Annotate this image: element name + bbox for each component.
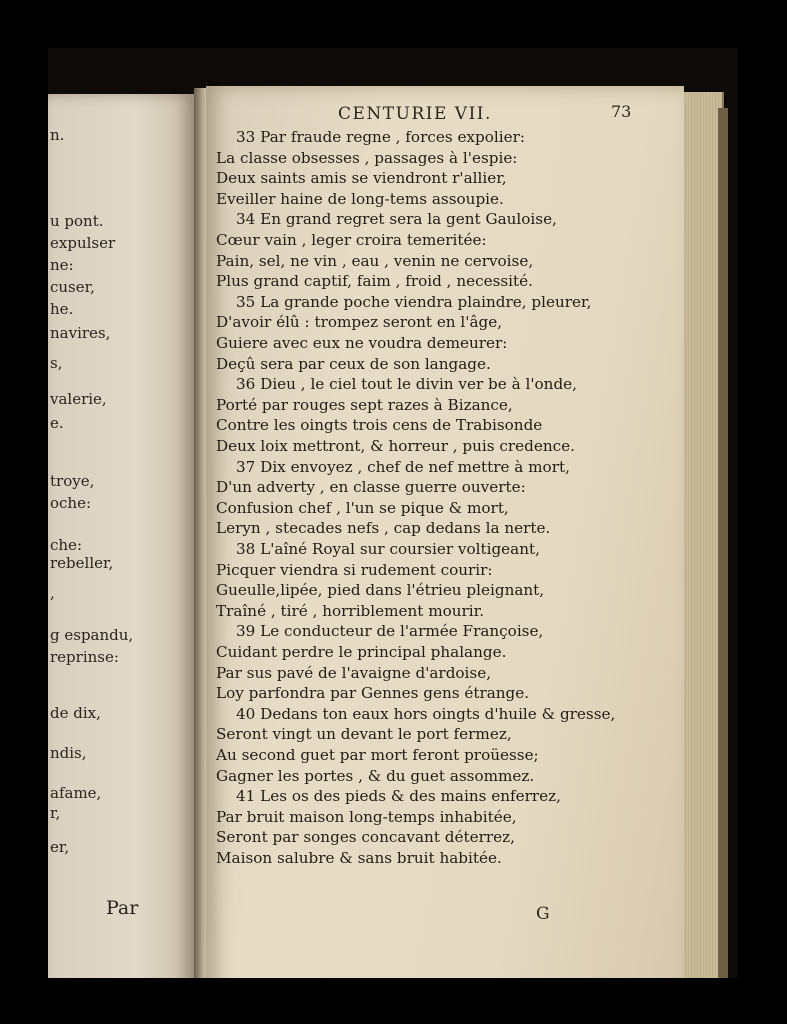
left-fragment: ne:	[50, 256, 74, 274]
left-fragment: de dix,	[50, 704, 101, 722]
verse-line: Traîné , tiré , horriblement mourir.	[216, 601, 485, 620]
quatrain-first-line: 41 Les os des pieds & des mains enferrez,	[236, 787, 561, 806]
verse-line: Au second guet par mort feront proüesse;	[216, 746, 539, 764]
left-fragment: r,	[50, 804, 61, 822]
verse-line: Maison salubre & sans bruit habitée.	[216, 849, 502, 867]
verse-line: Leryn , stecades nefs , cap dedans la nerte.	[216, 519, 551, 538]
quatrain-first-line: 36 Dieu , le ciel tout le divin ver be à l'onde,	[236, 375, 577, 394]
quatrain-first-line: 35 La grande poche viendra plaindre, pleurer,	[236, 292, 592, 311]
left-fragment: rebeller,	[50, 554, 114, 572]
verse-line: Deux loix mettront, & horreur , puis credence.	[216, 437, 575, 455]
left-fragment: n.	[50, 126, 65, 144]
right-page	[206, 86, 684, 978]
left-fragment: navires,	[50, 324, 111, 342]
verse-line: Guiere avec eux ne voudra demeurer:	[216, 334, 508, 352]
quatrain-first-line: 39 Le conducteur de l'armée Françoise,	[236, 622, 544, 641]
quatrain-first-line: 40 Dedans ton eaux hors oingts d'huile & gresse,	[236, 704, 616, 723]
page-header: CENTURIE VII.	[338, 104, 492, 124]
left-fragment: troye,	[50, 472, 95, 490]
verse-line: Deux saints amis se viendront r'allier,	[216, 169, 507, 188]
verse-line: La classe obsesses , passages à l'espie:	[216, 148, 518, 167]
verse-line: Porté par rouges sept razes à Bizance,	[216, 395, 513, 414]
verse-line: Plus grand captif, faim , froid , necessité.	[216, 272, 533, 291]
verse-line: Par bruit maison long-temps inhabitée,	[216, 807, 517, 826]
left-fragment: oche:	[50, 494, 92, 512]
left-fragment: er,	[50, 838, 70, 856]
page-number: 73	[611, 102, 632, 121]
verse-line: Pain, sel, ne vin , eau , venin ne cervoise,	[216, 251, 534, 270]
verse-line: Deçû sera par ceux de son langage.	[216, 354, 491, 373]
left-fragment: he.	[50, 300, 74, 318]
left-fragment: cuser,	[50, 278, 95, 296]
left-fragment: valerie,	[50, 390, 107, 408]
book-scan	[48, 48, 738, 978]
verse-line: Cœur vain , leger croira temeritée:	[216, 231, 487, 249]
quatrain-first-line: 34 En grand regret sera la gent Gauloise,	[236, 210, 557, 229]
left-fragment: u pont.	[50, 212, 104, 230]
quatrain-first-line: 37 Dix envoyez , chef de nef mettre à mort,	[236, 457, 570, 476]
verse-line: Gagner les portes , & du guet assommez.	[216, 766, 535, 785]
left-fragment: e.	[50, 414, 64, 432]
verse-line: Eveiller haine de long-tems assoupie.	[216, 189, 504, 208]
verse-line: D'avoir élû : trompez seront en l'âge,	[216, 313, 503, 332]
verse-line: Picquer viendra si rudement courir:	[216, 560, 493, 579]
verse-line: Seront par songes concavant déterrez,	[216, 828, 515, 847]
left-catchword: Par	[106, 897, 139, 919]
left-fragment: che:	[50, 536, 82, 554]
left-fragment: ,	[50, 584, 55, 602]
left-fragment: ndis,	[50, 744, 87, 762]
verse-line: Gueulle,lipée, pied dans l'étrieu pleignant,	[216, 581, 545, 600]
left-fragment: s,	[50, 354, 63, 372]
signature-mark: G	[536, 904, 550, 924]
verse-line: Contre les oingts trois cens de Trabisonde	[216, 416, 543, 435]
left-fragment: expulser	[50, 234, 116, 252]
left-page	[48, 94, 196, 978]
verse-line: Par sus pavé de l'avaigne d'ardoise,	[216, 663, 492, 682]
left-fragment: g espandu,	[50, 626, 134, 644]
verse-line: Loy parfondra par Gennes gens étrange.	[216, 684, 530, 703]
verse-line: Cuidant perdre le principal phalange.	[216, 643, 507, 661]
quatrain-first-line: 38 L'aîné Royal sur coursier voltigeant,	[236, 540, 540, 558]
left-fragment: reprinse:	[50, 648, 119, 666]
verse-line: D'un adverty , en classe guerre ouverte:	[216, 478, 526, 497]
verse-line: Confusion chef , l'un se pique & mort,	[216, 498, 509, 517]
left-fragment: afame,	[50, 784, 102, 802]
quatrain-first-line: 33 Par fraude regne , forces expolier:	[236, 128, 525, 146]
verse-line: Seront vingt un devant le port fermez,	[216, 725, 512, 744]
book-cover-edge	[718, 108, 728, 978]
